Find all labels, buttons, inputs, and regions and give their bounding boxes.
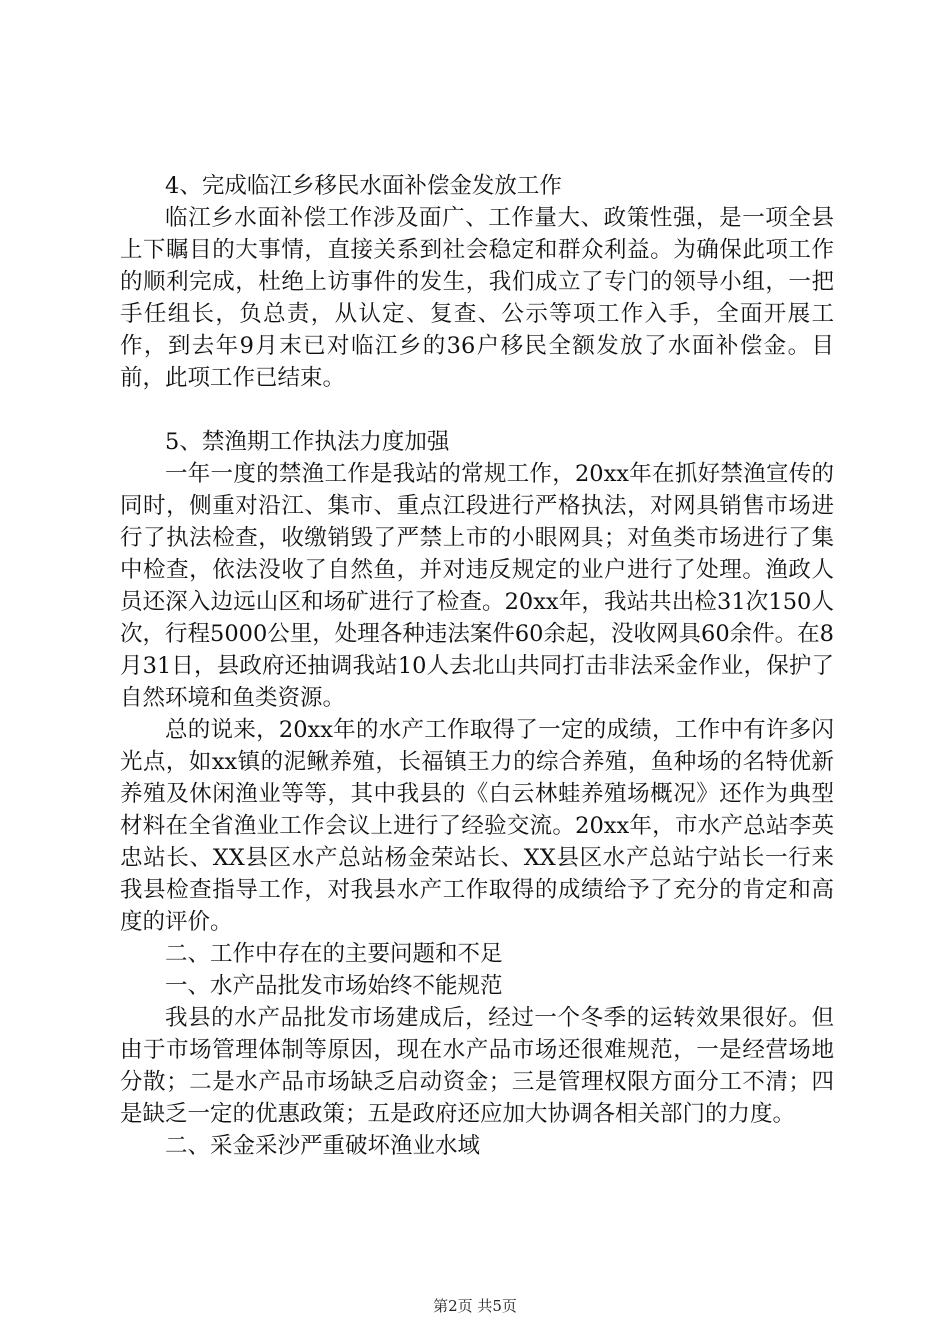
paragraph-market: 我县的水产品批发市场建成后，经过一个冬季的运转效果很好。但由于市场管理体制等原因，现在水产品市场还很难规范，一是经营场地分散；二是水产品市场缺乏启动资金；三是管理权限方面分工不清；四是缺乏一定的优惠政策；五是政府还应加大协调各相关部门的力度。: [120, 1005, 834, 1127]
subheading-mining: 二、采金采沙严重破坏渔业水域: [165, 1133, 481, 1159]
paragraph-fishing-ban: 一年一度的禁渔工作是我站的常规工作，20xx年在抓好禁渔宣传的同时，侧重对沿江、集市、重点江段进行严格执法，对网具销售市场进行了执法检查，收缴销毁了严禁上市的小眼网具；对鱼类市场进行了集中检查，依法没收了自然鱼，并对违反规定的业户进行了处理。渔政人员还深入边远山区和场矿进行了检查。20xx年，我站共出检31次150人次，行程5000公里，处理各种违法案件60余起，没收网具60余件。在8月31日，县政府还抽调我站10人去北山共同打击非法采金作业，保护了自然环境和鱼类资源。: [120, 461, 834, 711]
section-heading-5: 5、禁渔期工作执法力度加强: [165, 429, 450, 455]
page-number-footer: 第2页 共5页: [433, 1297, 517, 1315]
paragraph-summary: 总的说来，20xx年的水产工作取得了一定的成绩，工作中有许多闪光点，如xx镇的泥鳅养殖，长福镇王力的综合养殖，鱼种场的名特优新养殖及休闲渔业等等，其中我县的《白云林蛙养殖场概况》还作为典型材料在全省渔业工作会议上进行了经验交流。20xx年，市水产总站李英忠站长、XX县区水产总站杨金荣站长、XX县区水产总站宁站长一行来我县检查指导工作，对我县水产工作取得的成绩给予了充分的肯定和高度的评价。: [120, 717, 834, 935]
document-body: [120, 170, 834, 1162]
paragraph-compensation: 临江乡水面补偿工作涉及面广、工作量大、政策性强，是一项全县上下瞩目的大事情，直接关系到社会稳定和群众利益。为确保此项工作的顺利完成，杜绝上访事件的发生，我们成立了专门的领导小组，一把手任组长，负总责，从认定、复查、公示等项工作入手，全面开展工作，到去年9月末已对临江乡的36户移民全额发放了水面补偿金。目前，此项工作已结束。: [120, 205, 834, 391]
subheading-market: 一、水产品批发市场始终不能规范: [165, 973, 503, 999]
section-heading-4: 4、完成临江乡移民水面补偿金发放工作: [165, 173, 562, 199]
section-heading-problems: 二、工作中存在的主要问题和不足: [165, 941, 503, 967]
